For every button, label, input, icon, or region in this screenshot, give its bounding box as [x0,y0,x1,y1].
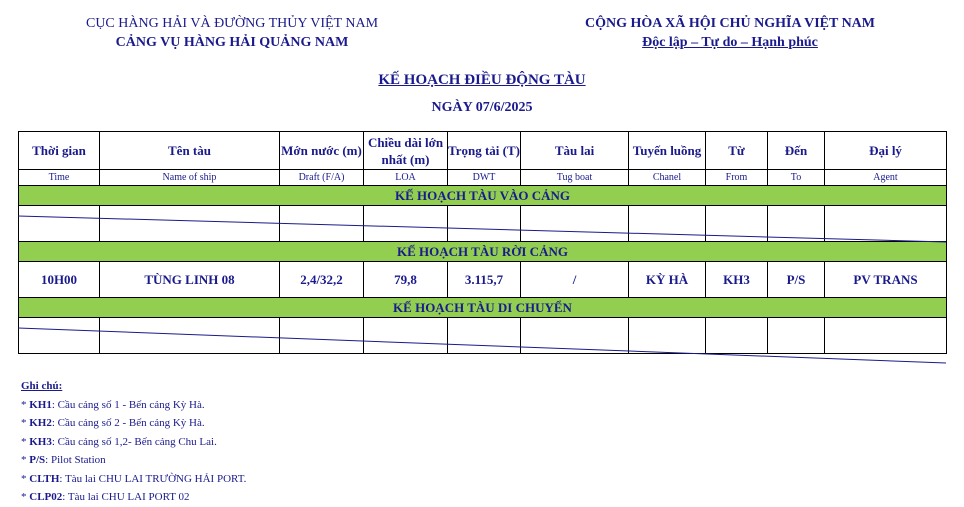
note-text: : Cầu cảng số 2 - Bến cảng Kỳ Hà. [51,417,205,429]
col-from: Từ [706,132,768,170]
note-text: : Tàu lai CHU LAI TRƯỜNG HẢI PORT. [59,472,247,485]
cell-dwt: 3.115,7 [448,262,521,298]
national-motto: Độc lập – Tự do – Hạnh phúc [642,35,818,50]
agency-line1: CỤC HÀNG HẢI VÀ ĐƯỜNG THỦY VIỆT NAM [85,16,379,31]
header-row-vi [19,132,947,170]
col-agent: Đại lý [825,132,947,170]
col-loa: Chiều dài lớn nhất (m) [364,132,448,170]
section-arrival-title: KẾ HOẠCH TÀU VÀO CẢNG [19,186,947,206]
note-kh3: * KH3: Cầu cảng số 1,2- Bến cảng Chu Lai. [21,435,217,448]
section-shifting [19,298,947,318]
col-dwt-en: DWT [448,170,521,186]
col-from-en: From [706,170,768,186]
note-text: : Pilot Station [45,454,106,466]
note-code: CLTH [29,472,60,485]
national-header [560,14,900,52]
table-row [19,206,947,242]
note-code: KH3 [29,435,52,448]
note-ps: * P/S: Pilot Station [21,454,106,466]
col-tug-en: Tug boat [521,170,629,186]
note-clp02: * CLP02: Tàu lai CHU LAI PORT 02 [21,491,190,503]
agency-header [62,14,402,52]
col-tug: Tàu lai [521,132,629,170]
section-arrival [19,186,947,206]
col-agent-en: Agent [825,170,947,186]
note-clth: * CLTH: Tàu lai CHU LAI TRƯỜNG HẢI PORT. [21,472,247,485]
header-row-en [19,170,947,186]
col-ship: Tên tàu [100,132,280,170]
note-code: KH1 [29,398,52,411]
note-code: CLP02 [29,491,63,503]
note-text: : Cầu cảng số 1,2- Bến cảng Chu Lai. [51,435,217,448]
note-text: : Cầu cảng số 1 - Bến cảng Kỳ Hà. [51,398,205,411]
cell-time: 10H00 [19,262,100,298]
col-dwt: Trọng tải (T) [448,132,521,170]
table-row [19,318,947,354]
col-ship-en: Name of ship [100,170,280,186]
col-draft: Mớn nước (m) [280,132,364,170]
table-row [19,262,947,298]
plan-date: NGÀY 07/6/2025 [431,100,533,115]
cell-loa: 79,8 [364,262,448,298]
cell-from: KH3 [706,262,768,298]
cell-to: P/S [768,262,825,298]
note-text: : Tàu lai CHU LAI PORT 02 [62,491,190,503]
col-loa-en: LOA [364,170,448,186]
col-channel-en: Chanel [629,170,706,186]
col-draft-en: Draft (F/A) [280,170,364,186]
notes-block [21,377,246,507]
cell-draft: 2,4/32,2 [280,262,364,298]
cell-ship: TÙNG LINH 08 [100,262,280,298]
cell-agent: PV TRANS [825,262,947,298]
note-code: P/S [29,454,46,466]
cell-tug: / [521,262,629,298]
plan-title: KẾ HOẠCH ĐIỀU ĐỘNG TÀU [378,72,586,88]
note-kh2: * KH2: Cầu cảng số 2 - Bến cảng Kỳ Hà. [21,417,205,429]
col-time-en: Time [19,170,100,186]
cell-channel: KỲ HÀ [629,262,706,298]
note-kh1: * KH1: Cầu cảng số 1 - Bến cảng Kỳ Hà. [21,398,205,411]
col-channel: Tuyến luồng [629,132,706,170]
schedule-table [18,131,947,354]
section-departure-title: KẾ HOẠCH TÀU RỜI CẢNG [19,242,947,262]
col-time: Thời gian [19,132,100,170]
agency-line2: CẢNG VỤ HÀNG HẢI QUẢNG NAM [115,35,349,50]
national-line1: CỘNG HÒA XÃ HỘI CHỦ NGHĨA VIỆT NAM [584,16,875,31]
note-code: KH2 [29,417,52,429]
notes-title: Ghi chú: [21,380,63,392]
col-to: Đến [768,132,825,170]
section-departure [19,242,947,262]
col-to-en: To [768,170,825,186]
section-shifting-title: KẾ HOẠCH TÀU DI CHUYỂN [19,298,947,318]
